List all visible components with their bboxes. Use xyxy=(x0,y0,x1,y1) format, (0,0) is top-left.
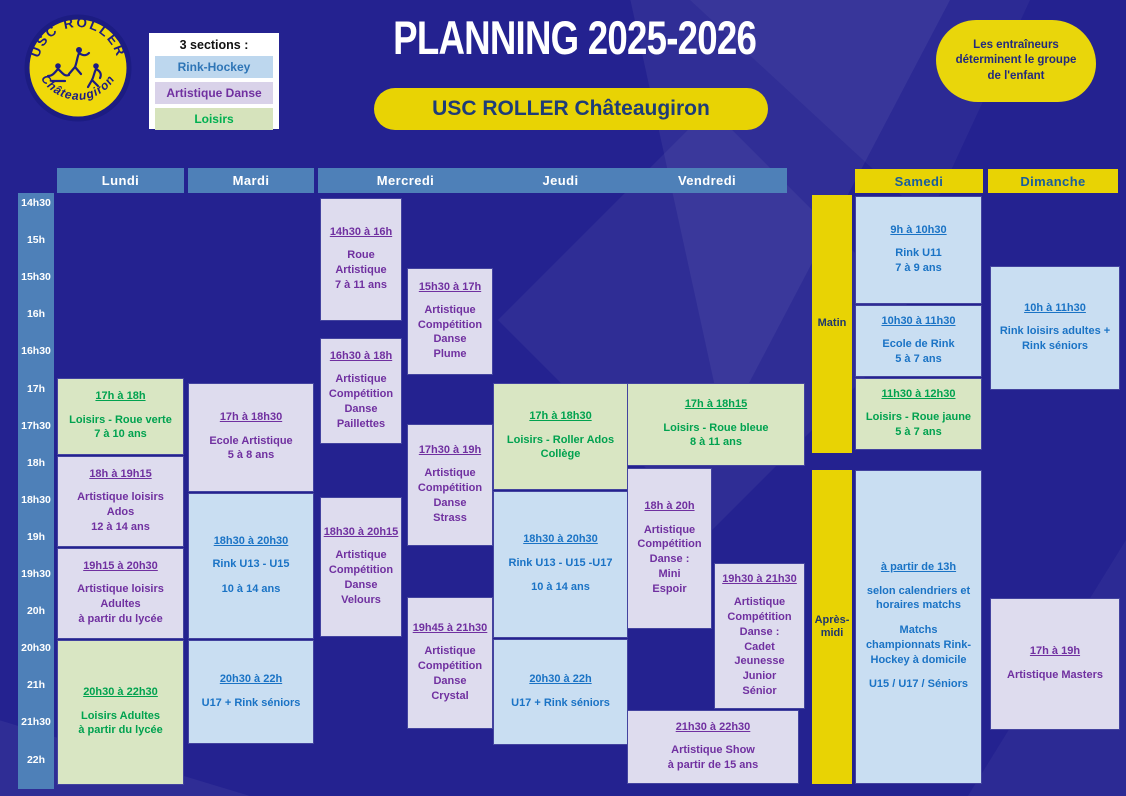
block-line: Mini xyxy=(658,567,681,580)
schedule-block-mar-3 xyxy=(188,640,314,744)
day-header-lundi: Lundi xyxy=(57,168,184,193)
block-line: U15 / U17 / Séniors xyxy=(868,678,969,691)
block-line: U17 + Rink séniors xyxy=(511,696,610,709)
block-line: Compétition xyxy=(328,564,394,577)
block-line: Artistique xyxy=(335,373,387,386)
block-line: Ecole Artistique xyxy=(209,434,293,447)
block-line: 10 à 14 ans xyxy=(221,582,281,595)
schedule-block-sam-4 xyxy=(855,470,982,784)
time-label-15h: 15h xyxy=(26,234,46,247)
block-line: Cadet xyxy=(744,640,775,653)
block-line: Sénior xyxy=(742,684,777,697)
block-line: Danse : xyxy=(649,553,690,565)
schedule-block-jeu-1 xyxy=(493,383,628,490)
legend-items xyxy=(155,56,273,130)
schedule-block-sam-1 xyxy=(855,196,982,304)
block-line: 5 à 7 ans xyxy=(895,425,942,438)
block-line: 12 à 14 ans xyxy=(91,520,150,533)
time-label-17h30: 17h30 xyxy=(21,419,51,432)
time-label-14h30: 14h30 xyxy=(21,197,51,209)
block-line: Danse xyxy=(433,674,467,687)
schedule-block-mer-1 xyxy=(320,198,402,321)
legend-item-danse: Artistique Danse xyxy=(155,82,273,104)
block-line: Hockey à domicile xyxy=(870,653,967,666)
block-time-range: 20h30 à 22h30 xyxy=(83,686,158,699)
page-title: PLANNING 2025-2026 xyxy=(393,11,757,64)
schedule-block-mer-6 xyxy=(407,597,493,729)
block-line: Adultes xyxy=(100,598,141,610)
period-strip-apre-s-midi: Après-midi xyxy=(812,470,852,784)
block-line: Danse xyxy=(433,496,467,509)
block-line: Danse : xyxy=(739,625,780,638)
logo-arc-bottom-text: Châteaugiron xyxy=(38,72,118,103)
schedule-block-lun-2 xyxy=(57,456,184,547)
schedule-block-jeu-2 xyxy=(493,491,628,638)
block-line: 5 à 8 ans xyxy=(227,449,275,462)
time-label-21h30: 21h30 xyxy=(21,716,51,729)
legend-item-rink: Rink-Hockey xyxy=(155,56,273,78)
club-name-pill: USC ROLLER Châteaugiron xyxy=(374,88,768,130)
schedule-block-sam-2 xyxy=(855,305,982,377)
day-header-mercredi: Mercredi xyxy=(318,168,493,193)
schedule-block-jeu-3 xyxy=(493,639,628,745)
block-line: Artistique xyxy=(335,264,387,276)
block-line: Loisirs - Roller Ados xyxy=(506,433,615,446)
block-time-range: 18h à 20h xyxy=(644,500,695,513)
block-line: horaires matchs xyxy=(876,599,961,612)
block-line: Loisirs - Roue jaune xyxy=(865,411,972,424)
schedule-block-mer-2 xyxy=(407,268,493,375)
block-time-range: 17h à 18h xyxy=(95,390,146,403)
block-time-range: 18h30 à 20h30 xyxy=(523,533,598,546)
block-time-range: 18h30 à 20h30 xyxy=(213,534,289,547)
block-line: 7 à 11 ans xyxy=(335,278,387,291)
block-line: 7 à 9 ans xyxy=(895,261,942,274)
block-time-range: 18h30 à 20h15 xyxy=(323,526,399,539)
block-line: Artistique xyxy=(733,596,786,609)
block-time-range: 17h30 à 19h xyxy=(418,444,482,457)
period-strip-matin: Matin xyxy=(812,195,852,453)
block-line: Plume xyxy=(433,348,467,361)
block-time-range: 19h15 à 20h30 xyxy=(83,560,158,572)
block-line: Rink U13 - U15 xyxy=(212,558,290,571)
block-line: Compétition xyxy=(727,611,792,623)
schedule-block-mar-2 xyxy=(188,493,314,639)
block-line: Jeunesse xyxy=(734,655,785,668)
block-line: à partir du lycée xyxy=(78,612,163,625)
block-line: Artistique xyxy=(643,523,696,536)
block-time-range: 16h30 à 18h xyxy=(329,350,393,363)
block-line: Compétition xyxy=(417,482,483,495)
block-line: Danse xyxy=(344,402,378,415)
block-line: 7 à 10 ans xyxy=(94,428,147,441)
time-label-17h: 17h xyxy=(26,382,46,395)
block-line: Artistique loisirs xyxy=(77,583,164,596)
day-header-mardi: Mardi xyxy=(188,168,314,193)
block-line: Compétition xyxy=(328,388,394,401)
club-logo xyxy=(24,14,132,122)
schedule-block-mer-5 xyxy=(320,497,402,637)
block-time-range: 10h à 11h30 xyxy=(1024,301,1086,314)
block-time-range: 19h30 à 21h30 xyxy=(722,573,797,585)
coach-note: Les entraîneurs déterminent le groupe de l'enfant xyxy=(936,20,1096,102)
time-label-18h: 18h xyxy=(26,456,46,469)
time-label-22h: 22h xyxy=(26,753,46,766)
block-line: 10 à 14 ans xyxy=(531,581,590,594)
time-label-21h: 21h xyxy=(26,679,46,692)
block-line: Loisirs - Roue verte xyxy=(69,413,172,426)
time-label-20h30: 20h30 xyxy=(21,642,51,655)
schedule-block-ven-4 xyxy=(627,710,799,784)
block-line: Artistique Show xyxy=(671,744,755,757)
block-time-range: 14h30 à 16h xyxy=(329,226,393,238)
block-line: 5 à 7 ans xyxy=(895,352,942,365)
block-line: Danse xyxy=(344,578,378,591)
legend-card xyxy=(149,33,279,129)
block-line: selon calendriers et xyxy=(866,584,971,597)
block-line: Artistique xyxy=(424,645,476,658)
schedule-block-ven-2 xyxy=(627,468,712,629)
block-line: Loisirs - Roue bleue xyxy=(663,421,769,434)
block-line: Artistique Masters xyxy=(1007,668,1103,681)
block-time-range: 17h à 18h30 xyxy=(219,411,283,424)
schedule-block-mar-1 xyxy=(188,383,314,492)
block-line: championnats Rink- xyxy=(865,638,972,651)
schedule-block-sam-3 xyxy=(855,378,982,450)
block-line: Matchs xyxy=(899,624,938,637)
schedule-block-ven-1 xyxy=(627,383,805,466)
time-label-18h30: 18h30 xyxy=(21,493,51,506)
day-header-jeudi: Jeudi xyxy=(493,168,628,193)
block-line: Compétition xyxy=(417,660,483,673)
schedule-block-dim-1 xyxy=(990,266,1120,390)
block-line: Paillettes xyxy=(336,417,386,430)
block-line: Roue xyxy=(347,249,375,262)
block-line: Espoir xyxy=(652,582,687,595)
block-time-range: à partir de 13h xyxy=(880,561,957,574)
block-line: Ados xyxy=(106,506,135,518)
block-line: Rink loisirs adultes + xyxy=(999,325,1111,338)
block-line: Loisirs Adultes xyxy=(80,709,161,722)
legend-title: 3 sections : xyxy=(179,38,249,52)
schedule-block-lun-3 xyxy=(57,548,184,639)
block-time-range: 19h45 à 21h30 xyxy=(412,622,488,635)
schedule-block-lun-1 xyxy=(57,378,184,455)
block-time-range: 17h à 19h xyxy=(1029,645,1081,658)
block-time-range: 21h30 à 22h30 xyxy=(675,720,751,733)
block-line: Artistique xyxy=(424,303,476,316)
block-time-range: 20h30 à 22h xyxy=(219,673,283,686)
schedule-block-dim-2 xyxy=(990,598,1120,730)
block-line: Artistique loisirs xyxy=(77,491,164,504)
block-line: Rink U13 - U15 -U17 xyxy=(508,556,613,569)
block-line: Ecole de Rink xyxy=(882,338,955,351)
block-line: U17 + Rink séniors xyxy=(201,696,301,709)
block-line: Compétition xyxy=(417,318,483,331)
block-line: Rink U11 xyxy=(895,247,942,260)
block-time-range: 17h à 18h15 xyxy=(684,398,748,411)
block-line: Artistique xyxy=(335,549,387,562)
block-line: Rink séniors xyxy=(1021,339,1089,352)
time-label-16h30: 16h30 xyxy=(21,345,51,358)
block-time-range: 18h à 19h15 xyxy=(89,468,152,480)
block-line: Collège xyxy=(540,448,581,461)
day-header-samedi: Samedi xyxy=(855,169,983,193)
day-header-vendredi: Vendredi xyxy=(627,168,787,193)
logo-arc-top-text: USC ROLLER xyxy=(27,14,129,60)
block-line: Crystal xyxy=(431,689,469,702)
legend-item-loisirs: Loisirs xyxy=(155,108,273,130)
block-line: Artistique xyxy=(424,467,476,480)
block-line: Compétition xyxy=(637,538,702,551)
block-time-range: 9h à 10h30 xyxy=(890,223,947,236)
block-time-range: 10h30 à 11h30 xyxy=(881,314,956,327)
day-header-dimanche: Dimanche xyxy=(988,169,1118,193)
block-time-range: 15h30 à 17h xyxy=(418,280,482,293)
block-line: Danse xyxy=(433,333,467,346)
block-line: Velours xyxy=(341,593,381,606)
block-time-range: 17h à 18h30 xyxy=(529,410,592,423)
time-label-19h30: 19h30 xyxy=(21,568,51,580)
block-line: à partir de 15 ans xyxy=(667,758,759,771)
time-label-19h: 19h xyxy=(26,530,46,543)
schedule-block-ven-3 xyxy=(714,563,805,709)
logo-circle xyxy=(27,14,129,119)
schedule-block-mer-4 xyxy=(407,424,493,546)
block-time-range: 11h30 à 12h30 xyxy=(881,387,956,400)
schedule-block-mer-3 xyxy=(320,338,402,444)
block-time-range: 20h30 à 22h xyxy=(529,673,592,686)
block-line: Junior xyxy=(742,670,777,682)
block-line: 8 à 11 ans xyxy=(690,436,742,449)
block-line: Strass xyxy=(433,511,467,524)
time-label-15h30: 15h30 xyxy=(21,271,51,284)
schedule-block-lun-4 xyxy=(57,640,184,785)
time-label-16h: 16h xyxy=(26,308,46,321)
time-label-20h: 20h xyxy=(26,605,46,618)
block-line: à partir du lycée xyxy=(78,724,163,737)
